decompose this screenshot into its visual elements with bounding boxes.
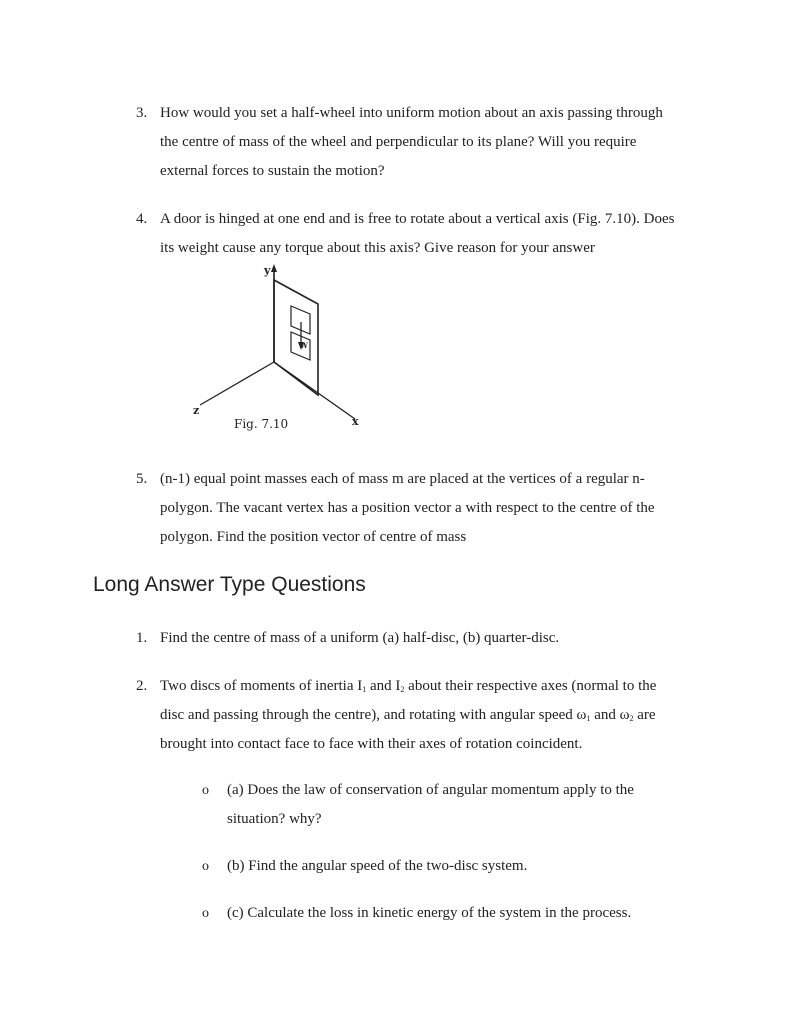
subscript: 1 <box>362 685 367 694</box>
subpart-text-line: (c) Calculate the loss in kinetic energy of the system in the process. <box>227 905 632 921</box>
question-text-line: polygon. Find the position vector of centre of mass <box>160 529 467 545</box>
question-number: 1. <box>136 630 148 646</box>
figure-door-axes <box>180 262 380 437</box>
long-question-1 <box>136 624 706 653</box>
subpart-b <box>202 852 702 881</box>
question-number: 3. <box>136 105 148 121</box>
door-outline <box>274 280 318 395</box>
text-fragment: and ω <box>590 707 630 723</box>
text-fragment: Two discs of moments of inertia I <box>160 678 363 694</box>
subpart-text-line: (b) Find the angular speed of the two-disc system. <box>227 858 528 874</box>
text-fragment: about their respective axes (normal to the <box>404 678 657 694</box>
question-text-line: A door is hinged at one end and is free to rotate about a vertical axis (Fig. 7.10). Does <box>160 211 675 227</box>
subpart-c <box>202 899 702 928</box>
question-text-line <box>160 672 706 701</box>
question-text-line: Find the centre of mass of a uniform (a) half-disc, (b) quarter-disc. <box>160 630 560 646</box>
bullet-icon: o <box>202 906 209 921</box>
question-5 <box>136 465 706 552</box>
question-number: 5. <box>136 471 148 487</box>
bullet-icon: o <box>202 859 209 874</box>
question-text-line: its weight cause any torque about this axis? Give reason for your answer <box>160 240 595 256</box>
figure-caption: Fig. 7.10 <box>234 417 289 431</box>
question-text-line: (n-1) equal point masses each of mass m are placed at the vertices of a regular n- <box>160 471 645 487</box>
subpart-a <box>202 776 702 834</box>
question-3 <box>136 99 706 186</box>
question-text-line: external forces to sustain the motion? <box>160 163 385 179</box>
weight-label: W <box>300 341 308 350</box>
question-text-line: How would you set a half-wheel into uniform motion about an axis passing through <box>160 105 663 121</box>
subscript: 2 <box>629 714 634 723</box>
z-axis-line <box>200 362 274 405</box>
x-axis-label: x <box>352 415 359 428</box>
section-heading: Long Answer Type Questions <box>93 573 366 596</box>
y-axis-arrow <box>271 264 277 272</box>
subpart-text-line: (a) Does the law of conservation of angular momentum apply to the <box>227 782 634 798</box>
question-text-line: brought into contact face to face with their axes of rotation coincident. <box>160 736 583 752</box>
text-fragment: are <box>633 707 656 723</box>
question-text-line: polygon. The vacant vertex has a position vector a with respect to the centre of the <box>160 500 655 516</box>
question-text-line <box>160 701 706 730</box>
subscript: 1 <box>586 714 591 723</box>
subpart-text-line: situation? why? <box>227 811 322 827</box>
subscript: 2 <box>400 685 405 694</box>
text-fragment: disc and passing through the centre), and rotating with angular speed ω <box>160 707 587 723</box>
y-axis-label: y <box>264 264 271 277</box>
question-text-line: the centre of mass of the wheel and perpendicular to its plane? Will you require <box>160 134 637 150</box>
text-fragment: and I <box>366 678 401 694</box>
question-number: 2. <box>136 678 148 694</box>
question-number: 4. <box>136 211 148 227</box>
bullet-icon: o <box>202 783 209 798</box>
question-4 <box>136 205 706 263</box>
z-axis-label: z <box>193 404 200 417</box>
long-question-2 <box>136 672 706 759</box>
